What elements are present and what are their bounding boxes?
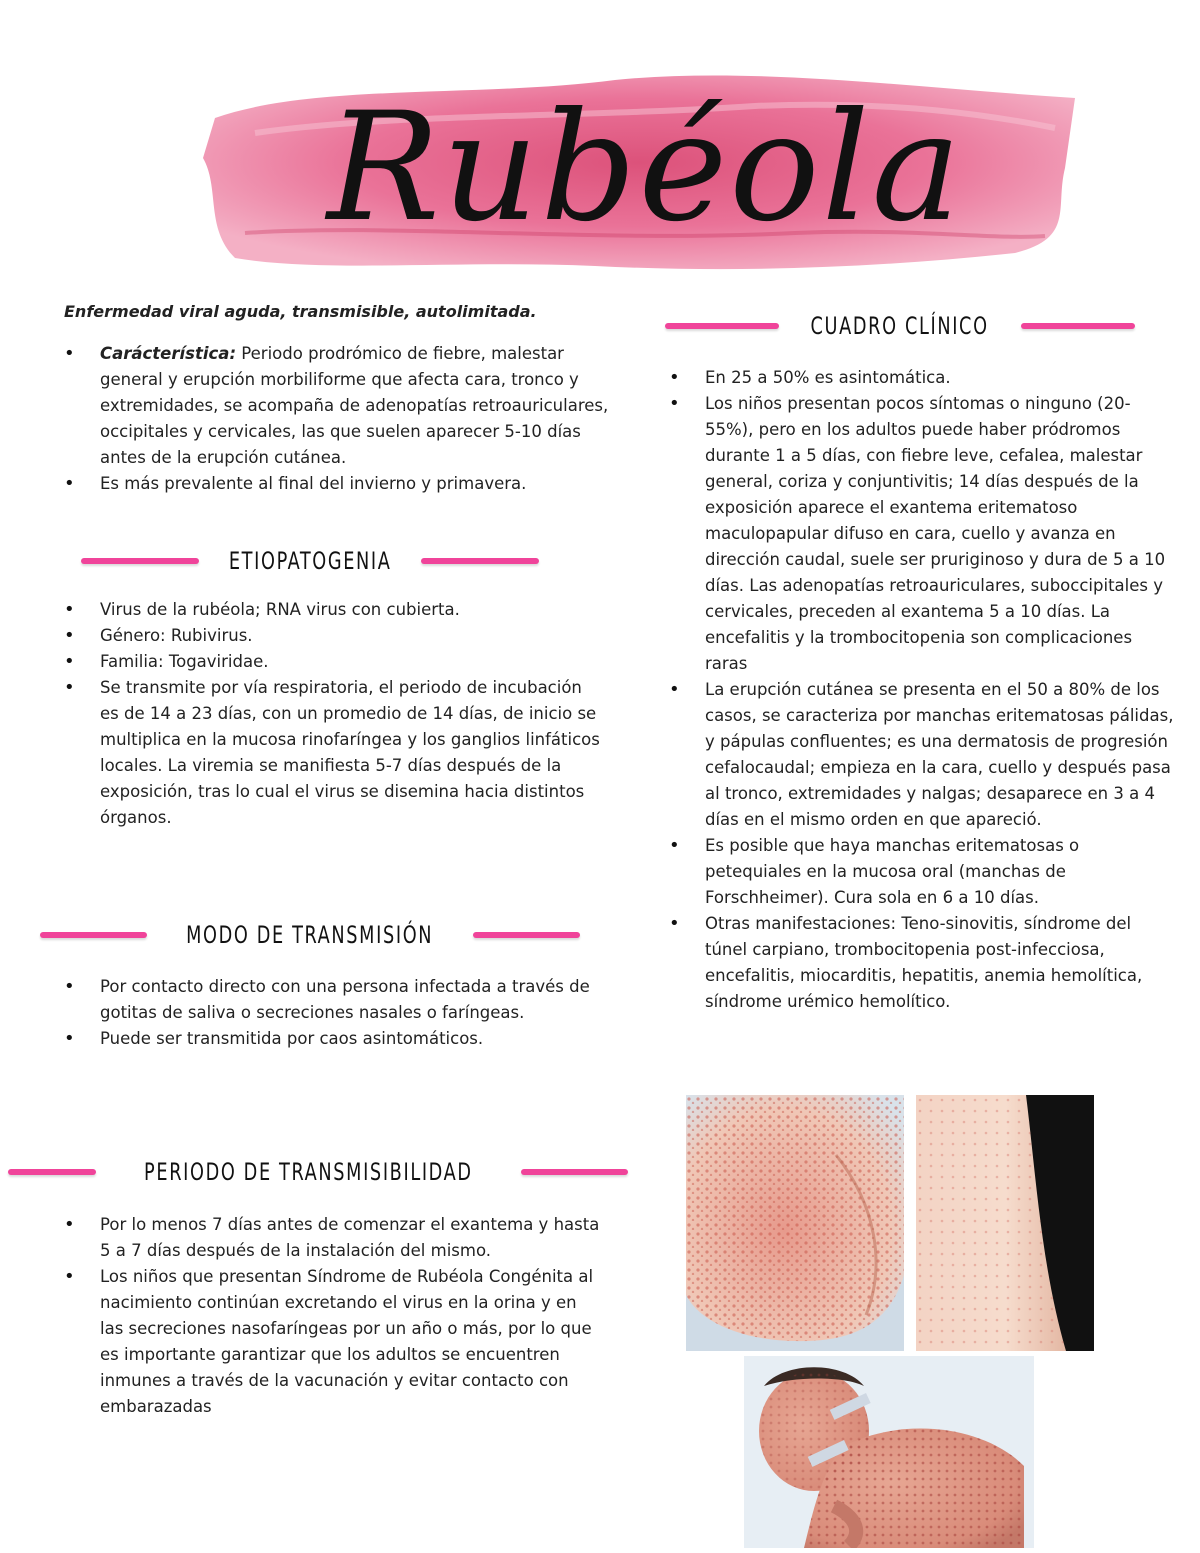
list-item: • Por lo menos 7 días antes de comenzar el exantema y hasta 5 a 7 días después de la instalación del mismo. [64,1212,604,1264]
periodo-transmisibilidad-list [64,1212,604,1420]
heading-bar-left [40,932,147,938]
periodo-transmisibilidad-heading [8,1152,628,1192]
list-item: • Otras manifestaciones: Teno-sinovitis, síndrome del túnel carpiano, trombocitopenia post-infecciosa, encefalitis, miocarditis, hepatitis, anemia hemolítica, síndrome urémico hemolítico. [669,911,1174,1015]
list-item: • Virus de la rubéola; RNA virus con cubierta. [64,597,604,623]
characteristics-list [64,341,624,497]
list-item: • Puede ser transmitida por caos asintomáticos. [64,1026,604,1052]
heading-bar-left [81,558,199,564]
heading-bar-right [521,1169,628,1175]
periodo-transmisibilidad-heading-text: PERIODO DE TRANSMISIBILIDAD [144,1158,474,1186]
photo-congenital-rubella-newborn [744,1356,1034,1548]
list-item: • Se transmite por vía respiratoria, el periodo de incubación es de 14 a 23 días, con un promedio de 14 días, de inicio se multiplica en la mucosa rinofaríngea y los ganglios linfáticos locales. La viremia se manifiesta 5-7 días después de la exposición, tras lo cual el virus se disemina hacia distintos órganos. [64,675,604,831]
list-item: • Familia: Togaviridae. [64,649,604,675]
list-item: • Es más prevalente al final del invierno y primavera. [64,471,624,497]
characteristic-text: Periodo prodrómico de fiebre, malestar general y erupción morbiliforme que afecta cara, tronco y extremidades, se acompaña de adenopatías retroauriculares, occipitales y cervicales, las que suelen aparecer 5-10 días antes de la erupción cutánea. [100,344,609,467]
characteristic-label: Carácterística: [100,344,237,363]
heading-bar-left [8,1169,96,1175]
list-item: • Los niños presentan pocos síntomas o ninguno (20-55%), pero en los adultos puede haber pródromos durante 1 a 5 días, con fiebre leve, cefalea, malestar general, coriza y conjuntivitis; 14 días después de la exposición aparece el exantema eritematoso maculopapular difuso en cara, cuello y avanza en dirección caudal, suele ser pruriginoso y dura de 5 a 10 días. Las adenopatías retroauriculares, suboccipitales y cervicales, preceden al exantema 5 a 10 días. La encefalitis y la trombocitopenia son complicaciones raras [669,391,1174,677]
etiopatogenia-heading [80,541,540,581]
cuadro-clinico-heading-text: CUADRO CLÍNICO [810,312,990,340]
list-item [64,341,624,471]
list-item: • La erupción cutánea se presenta en el 50 a 80% de los casos, se caracteriza por manchas eritematosas pálidas, y pápulas confluentes; es una dermatosis de progresión cefalocaudal; empieza en la cara, cuello y después pasa al tronco, extremidades y nalgas; desaparece en 3 a 4 días en el mismo orden en que apareció. [669,677,1174,833]
list-item: • Es posible que haya manchas eritematosas o petequiales en la mucosa oral (manchas de Forschheimer). Cura sola en 6 a 10 días. [669,833,1174,911]
modo-transmision-heading [40,915,580,955]
photo-rash-back [686,1095,904,1351]
intro-text: Enfermedad viral aguda, transmisible, autolimitada. [64,302,537,321]
photo-rash-arm [916,1095,1094,1351]
title-banner [195,58,1095,288]
heading-bar-right [1021,323,1135,329]
heading-bar-right [473,932,580,938]
heading-bar-right [421,558,539,564]
modo-transmision-heading-text: MODO DE TRANSMISIÓN [186,921,434,949]
list-item: • Género: Rubivirus. [64,623,604,649]
list-item: • En 25 a 50% es asintomática. [669,365,1174,391]
cuadro-clinico-heading [665,306,1135,346]
heading-bar-left [665,323,779,329]
cuadro-clinico-list [669,365,1174,1015]
list-item: • Por contacto directo con una persona infectada a través de gotitas de saliva o secreciones nasales o faríngeas. [64,974,604,1026]
list-item: • Los niños que presentan Síndrome de Rubéola Congénita al nacimiento continúan excretando el virus en la orina y en las secreciones nasofaríngeas por un año o más, por lo que es importante garantizar que los adultos se encuentren inmunes a través de la vacunación y evitar contacto con embarazadas [64,1264,604,1420]
etiopatogenia-list [64,597,604,831]
etiopatogenia-heading-text: ETIOPATOGENIA [228,547,392,575]
modo-transmision-list [64,974,604,1052]
page-title: Rubéola [326,81,964,255]
